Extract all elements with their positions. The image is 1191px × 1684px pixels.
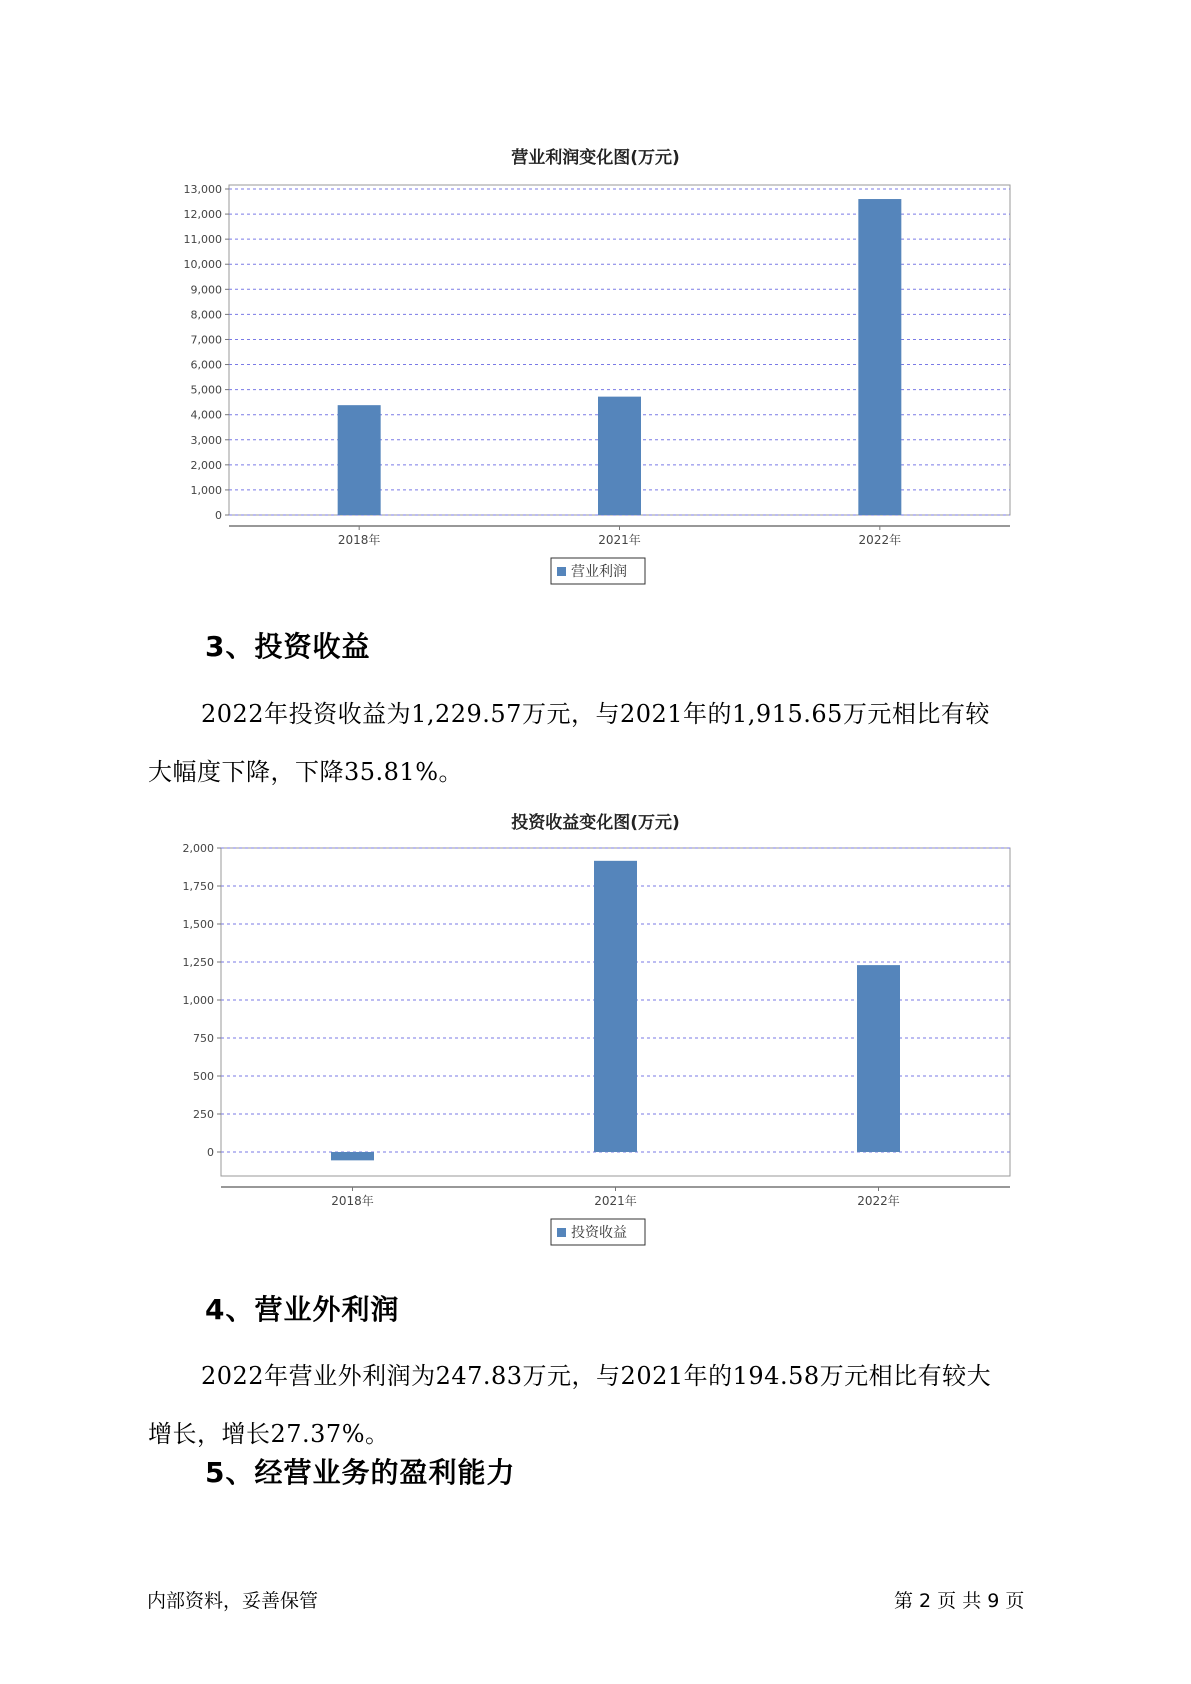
y-tick-label: 12,000 [183,208,222,222]
y-tick-label: 13,000 [183,183,222,196]
y-tick-label: 750 [193,1032,214,1045]
legend-label: 营业利润 [571,564,627,580]
section-3-line-1: 2022年投资收益为1,229.57万元，与2021年的1,915.65万元相比有较 [201,700,990,728]
footer-note: 内部资料，妥善保管 [147,1590,319,1612]
y-tick-label: 9,000 [190,283,222,297]
x-tick-label: 2021年 [594,1194,637,1208]
y-tick-label: 10,000 [183,258,222,272]
bar [331,1152,374,1160]
y-tick-label: 11,000 [183,233,222,247]
y-tick-label: 500 [193,1070,214,1083]
section-3-line-2: 大幅度下降，下降35.81%。 [148,758,464,786]
chart2-title: 投资收益变化图(万元) [511,813,680,833]
section-4-line-1: 2022年营业外利润为247.83万元，与2021年的194.58万元相比有较大 [201,1362,992,1390]
section-5-heading: 5、经营业务的盈利能力 [205,1456,516,1489]
y-tick-label: 1,750 [182,880,214,893]
bar [594,861,637,1152]
chart1-title: 营业利润变化图(万元) [511,148,680,168]
y-tick-label: 1,000 [182,994,214,1007]
page-number: 第 2 页 共 9 页 [894,1590,1025,1612]
y-tick-label: 7,000 [190,333,222,347]
bar [857,965,900,1152]
section-4-line-2: 增长，增长27.37%。 [148,1420,390,1448]
y-tick-label: 6,000 [190,358,222,372]
section-4-paragraph [148,1347,1048,1463]
x-tick-label: 2022年 [858,533,902,547]
legend-label: 投资收益 [571,1225,627,1241]
y-tick-label: 1,250 [182,956,214,969]
y-tick-label: 2,000 [182,842,214,855]
y-tick-label: 5,000 [190,383,222,397]
y-tick-label: 1,500 [182,918,214,931]
x-tick-label: 2022年 [857,1194,900,1208]
y-tick-label: 0 [215,509,222,522]
y-tick-label: 2,000 [190,458,222,472]
section-4-heading: 4、营业外利润 [205,1293,400,1326]
x-tick-label: 2018年 [337,533,381,547]
y-tick-label: 1,000 [190,483,222,497]
legend-swatch [557,1228,566,1237]
y-tick-label: 3,000 [190,433,222,447]
x-tick-label: 2021年 [598,533,641,547]
section-3-heading: 3、投资收益 [205,630,371,663]
y-tick-label: 250 [193,1108,214,1121]
y-tick-label: 8,000 [190,308,222,322]
y-tick-label: 0 [207,1146,214,1159]
y-tick-label: 4,000 [190,408,222,422]
x-tick-label: 2018年 [331,1194,374,1208]
